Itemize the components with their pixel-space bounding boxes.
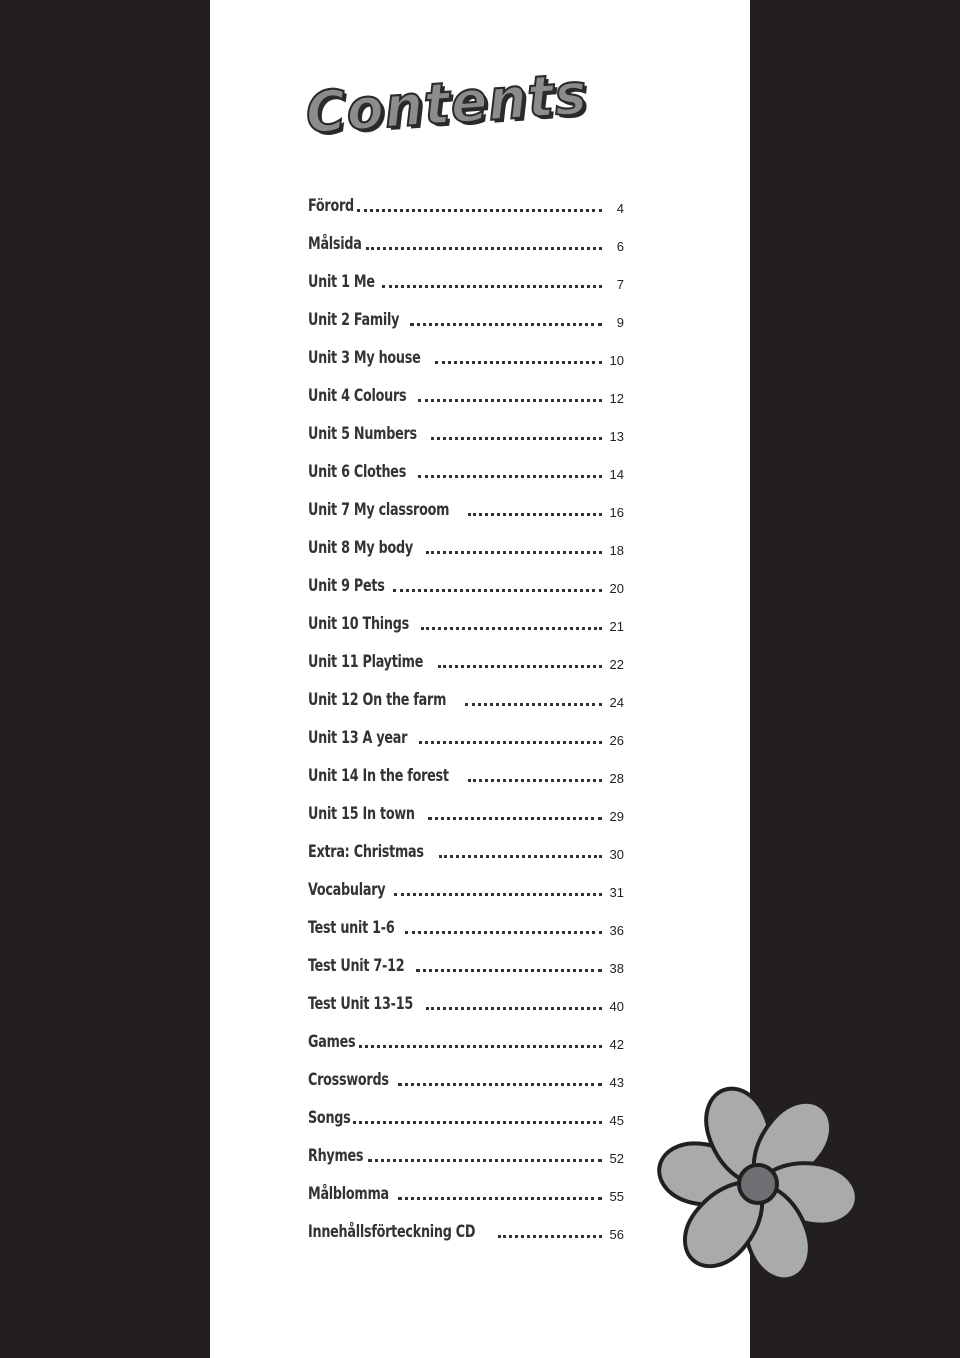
toc-entry-label: Unit 10 Things — [308, 614, 409, 634]
toc-entry-page: 9 — [616, 315, 624, 331]
toc-entry — [308, 1131, 624, 1169]
toc-entry — [308, 1093, 624, 1131]
toc-entry-page: 31 — [609, 885, 624, 901]
toc-entry — [308, 865, 624, 903]
toc-dot-leader — [398, 1083, 602, 1086]
toc-dot-leader — [468, 513, 602, 516]
toc-entry-page: 14 — [609, 467, 624, 483]
toc-entry-label: Unit 12 On the farm — [308, 690, 447, 710]
toc-entry — [308, 1169, 624, 1207]
toc-entry-page: 4 — [616, 201, 624, 217]
toc-entry — [308, 751, 624, 789]
toc-entry-page: 28 — [609, 771, 624, 787]
toc-dot-leader — [416, 969, 602, 972]
toc-entry — [308, 485, 624, 523]
toc-entry-page: 45 — [609, 1113, 624, 1129]
toc-entry — [308, 979, 624, 1017]
toc-entry — [308, 409, 624, 447]
toc-entry — [308, 789, 624, 827]
toc-entry-label: Unit 2 Family — [308, 310, 400, 330]
toc-entry-page: 20 — [609, 581, 624, 597]
toc-entry-label: Extra: Christmas — [308, 842, 424, 862]
toc-entry-page: 56 — [609, 1227, 624, 1243]
toc-dot-leader — [465, 703, 602, 706]
toc-entry-label: Förord — [308, 196, 354, 216]
toc-entry — [308, 599, 624, 637]
toc-dot-leader — [410, 323, 602, 326]
toc-entry-page: 24 — [609, 695, 624, 711]
toc-dot-leader — [359, 1045, 602, 1048]
toc-dot-leader — [418, 399, 602, 402]
toc-entry — [308, 903, 624, 941]
toc-dot-leader — [394, 893, 602, 896]
toc-entry-label: Unit 6 Clothes — [308, 462, 407, 482]
toc-entry-label: Test unit 1-6 — [308, 918, 395, 938]
toc-dot-leader — [438, 665, 602, 668]
toc-entry-label: Unit 9 Pets — [308, 576, 385, 596]
toc-entry — [308, 827, 624, 865]
toc-entry-label: Unit 13 A year — [308, 728, 408, 748]
toc-dot-leader — [426, 1007, 602, 1010]
toc-entry-page: 22 — [609, 657, 624, 673]
toc-entry-page: 21 — [609, 619, 624, 635]
toc-entry-page: 29 — [609, 809, 624, 825]
toc-entry-label: Songs — [308, 1108, 351, 1128]
toc-entry — [308, 295, 624, 333]
toc-dot-leader — [382, 285, 602, 288]
toc-entry-page: 40 — [609, 999, 624, 1015]
toc-entry-label: Unit 3 My house — [308, 348, 421, 368]
toc-entry — [308, 713, 624, 751]
toc-dot-leader — [419, 741, 602, 744]
toc-entry — [308, 561, 624, 599]
toc-entry-label: Rhymes — [308, 1146, 364, 1166]
toc-entry-label: Målsida — [308, 234, 362, 254]
toc-entry-page: 43 — [609, 1075, 624, 1091]
toc-dot-leader — [421, 627, 602, 630]
toc-entry-label: Crosswords — [308, 1070, 389, 1090]
toc-entry-page: 16 — [609, 505, 624, 521]
toc-entry — [308, 1207, 624, 1245]
toc-entry — [308, 447, 624, 485]
toc-entry-page: 12 — [609, 391, 624, 407]
toc-dot-leader — [393, 589, 602, 592]
toc-entry-label: Unit 15 In town — [308, 804, 415, 824]
toc-entry-label: Innehållsförteckning CD — [308, 1222, 476, 1242]
toc-entry — [308, 941, 624, 979]
toc-entry-label: Unit 1 Me — [308, 272, 375, 292]
toc-entry-page: 55 — [609, 1189, 624, 1205]
toc-entry-label: Unit 4 Colours — [308, 386, 407, 406]
toc-entry — [308, 371, 624, 409]
toc-entry-page: 13 — [609, 429, 624, 445]
toc-entry — [308, 1055, 624, 1093]
toc-entry — [308, 523, 624, 561]
toc-dot-leader — [428, 817, 602, 820]
toc-entry — [308, 333, 624, 371]
toc-entry-label: Unit 11 Playtime — [308, 652, 424, 672]
toc-entry-label: Unit 14 In the forest — [308, 766, 449, 786]
table-of-contents — [308, 181, 624, 1245]
toc-entry-label: Test Unit 7-12 — [308, 956, 405, 976]
toc-entry — [308, 1017, 624, 1055]
toc-dot-leader — [435, 361, 602, 364]
toc-entry — [308, 257, 624, 295]
toc-entry-page: 6 — [616, 239, 624, 255]
toc-dot-leader — [353, 1121, 602, 1124]
toc-dot-leader — [357, 209, 602, 212]
toc-entry — [308, 675, 624, 713]
toc-dot-leader — [439, 855, 602, 858]
toc-entry-label: Unit 8 My body — [308, 538, 413, 558]
toc-entry-label: Games — [308, 1032, 356, 1052]
toc-dot-leader — [368, 1159, 602, 1162]
toc-dot-leader — [468, 779, 602, 782]
toc-entry-page: 18 — [609, 543, 624, 559]
toc-entry-page: 30 — [609, 847, 624, 863]
toc-dot-leader — [366, 247, 602, 250]
toc-entry — [308, 637, 624, 675]
toc-entry-page: 42 — [609, 1037, 624, 1053]
toc-dot-leader — [398, 1197, 602, 1200]
toc-dot-leader — [431, 437, 602, 440]
toc-entry — [308, 219, 624, 257]
toc-entry-label: Test Unit 13-15 — [308, 994, 413, 1014]
toc-entry-page: 38 — [609, 961, 624, 977]
toc-dot-leader — [418, 475, 602, 478]
toc-entry-page: 36 — [609, 923, 624, 939]
toc-entry-page: 52 — [609, 1151, 624, 1167]
toc-dot-leader — [405, 931, 602, 934]
toc-entry-label: Vocabulary — [308, 880, 386, 900]
toc-entry-label: Unit 7 My classroom — [308, 500, 450, 520]
toc-entry — [308, 181, 624, 219]
toc-dot-leader — [426, 551, 602, 554]
toc-entry-page: 7 — [616, 277, 624, 293]
toc-entry-page: 10 — [609, 353, 624, 369]
toc-entry-label: Målblomma — [308, 1184, 389, 1204]
toc-dot-leader — [498, 1235, 602, 1238]
toc-entry-page: 26 — [609, 733, 624, 749]
flower-icon — [650, 1062, 900, 1312]
toc-entry-label: Unit 5 Numbers — [308, 424, 417, 444]
page-title: Contents — [303, 60, 590, 147]
